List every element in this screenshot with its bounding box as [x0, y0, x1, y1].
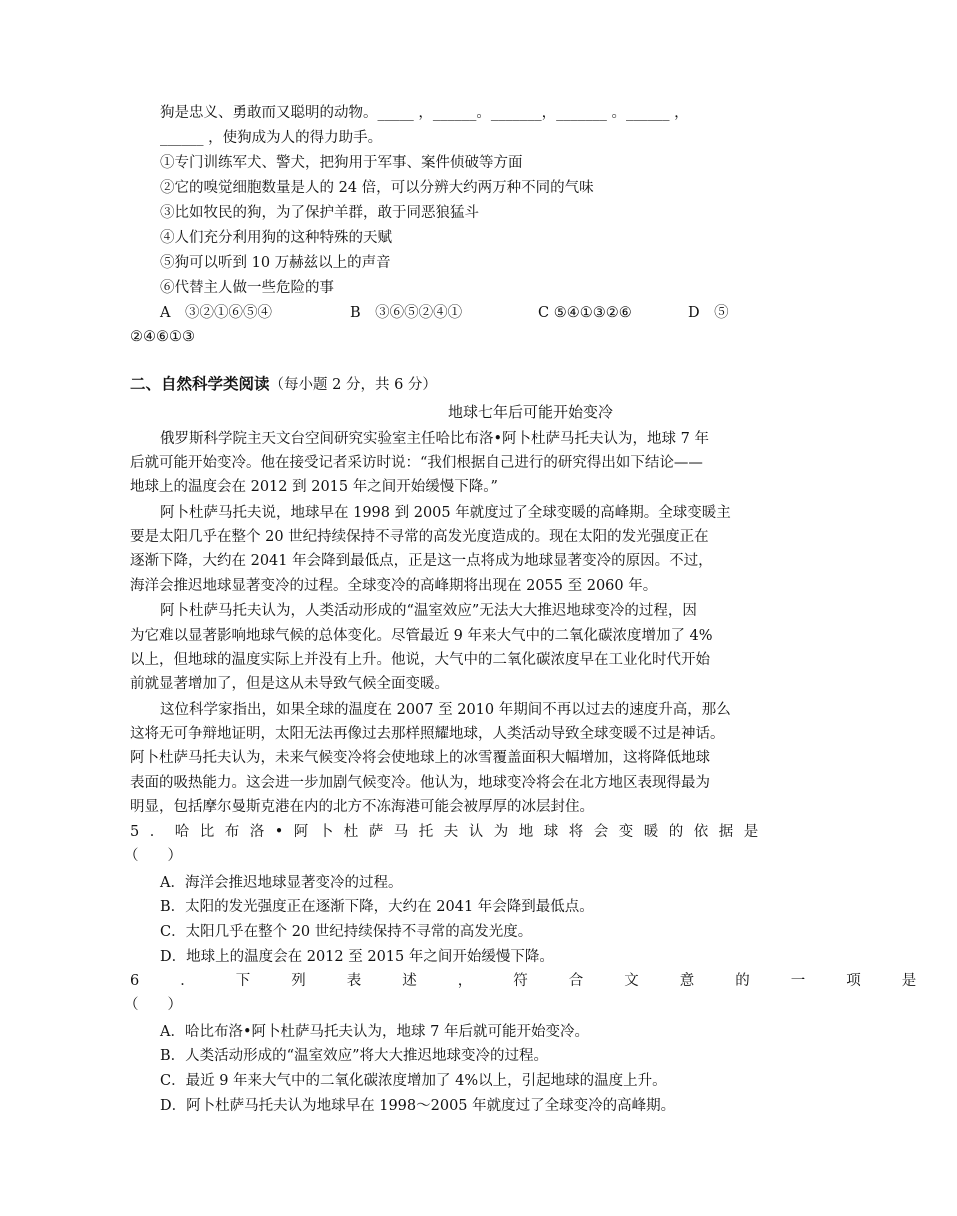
article-p4-line-4: 表面的吸热能力。这会进一步加剧气候变冷。他认为，地球变冷将会在北方地区表现得最为: [130, 775, 710, 791]
article-p4-line-3: 阿卜杜萨马托夫认为，未来气候变冷将会使地球上的冰雪覆盖面积大幅增加，这将降低地球: [130, 750, 710, 766]
q6-stem: 6．下列表述，符合文意的一项是: [130, 973, 957, 989]
q5-choice-d: D．地球上的温度会在 2012 至 2015 年之间开始缓慢下降。: [160, 949, 554, 965]
article-p4-line-5: 明显，包括摩尔曼斯克港在内的北方不冻海港可能会被厚厚的冰层封住。: [130, 799, 594, 815]
q4-option-a: A ③②①⑥⑤④: [160, 305, 272, 321]
article-p3-line-3: 以上，但地球的温度实际上并没有上升。他说，大气中的二氧化碳浓度早在工业化时代开始: [130, 652, 710, 668]
q4-sentence-5: ⑤狗可以听到 10 万赫兹以上的声音: [160, 255, 391, 271]
q4-option-d-continued: ②④⑥①③: [130, 329, 195, 345]
article-p4-line-1: 这位科学家指出，如果全球的温度在 2007 至 2010 年期间不再以过去的速度升高，那么: [160, 702, 731, 718]
article-p1-line-3: 地球上的温度会在 2012 到 2015 年之间开始缓慢下降。”: [130, 479, 498, 495]
section-heading-title: 二、自然科学类阅读: [130, 375, 270, 393]
q4-sentence-6: ⑥代替主人做一些危险的事: [160, 280, 334, 296]
q6-choice-a: A．哈比布洛•阿卜杜萨马托夫认为，地球 7 年后就可能开始变冷。: [160, 1024, 589, 1040]
article-p2-line-1: 阿卜杜萨马托夫说，地球早在 1998 到 2005 年就度过了全球变暖的高峰期。全球变暖主: [160, 505, 731, 521]
q5-stem: 5．哈比布洛•阿卜杜萨马托夫认为地球将会变暖的依据是: [130, 824, 769, 840]
article-p2-line-2: 要是太阳几乎在整个 20 世纪持续保持不寻常的高发光度造成的。现在太阳的发光强度正在: [130, 529, 709, 545]
q4-sentence-4: ④人们充分利用狗的这种特殊的天赋: [160, 230, 392, 246]
q6-paren: （ ）: [124, 997, 182, 1013]
article-p3-line-2: 为它难以显著影响地球气候的总体变化。尽管最近 9 年来大气中的二氧化碳浓度增加了 4%: [130, 628, 713, 644]
q6-choice-b: B．人类活动形成的“温室效应”将大大推迟地球变冷的过程。: [160, 1048, 548, 1064]
section-heading-note: （每小题 2 分，共 6 分）: [269, 377, 437, 393]
q4-option-b: B ③⑥⑤②④①: [350, 305, 463, 321]
q6-choice-c: C．最近 9 年来大气中的二氧化碳浓度增加了 4%以上，引起地球的温度上升。: [160, 1073, 667, 1089]
q5-choice-c: C．太阳几乎在整个 20 世纪持续保持不寻常的高发光度。: [160, 924, 533, 940]
q5-choice-b: B．太阳的发光强度正在逐渐下降，大约在 2041 年会降到最低点。: [160, 899, 594, 915]
article-p2-line-3: 逐渐下降，大约在 2041 年会降到最低点，正是这一点将成为地球显著变冷的原因。不过，: [130, 553, 713, 569]
article-p3-line-1: 阿卜杜萨马托夫认为，人类活动形成的“温室效应”无法大大推迟地球变冷的过程，因: [160, 603, 697, 619]
q4-sentence-3: ③比如牧民的狗，为了保护羊群，敢于同恶狼猛斗: [160, 205, 479, 221]
q4-option-d: D ⑤: [688, 305, 729, 321]
article-p4-line-2: 这将无可争辩地证明，太阳无法再像过去那样照耀地球，人类活动导致全球变暖不过是神话。: [130, 726, 725, 742]
article-p1-line-2: 后就可能开始变冷。他在接受记者采访时说：“我们根据自己进行的研究得出如下结论——: [130, 455, 703, 471]
q4-stem-line-2: ______ ，使狗成为人的得力助手。: [160, 130, 383, 146]
q4-sentence-2: ②它的嗅觉细胞数量是人的 24 倍，可以分辨大约两万种不同的气味: [160, 180, 594, 196]
article-p2-line-4: 海洋会推迟地球显著变冷的过程。全球变冷的高峰期将出现在 2055 至 2060 年。: [130, 578, 658, 594]
q4-option-c: C ⑤④①③②⑥: [538, 305, 632, 321]
article-p3-line-4: 前就显著增加了，但是这从未导致气候全面变暖。: [130, 676, 449, 692]
article-p1-line-1: 俄罗斯科学院主天文台空间研究实验室主任哈比布洛•阿卜杜萨马托夫认为，地球 7 年: [160, 431, 709, 447]
article-title: 地球七年后可能开始变冷: [448, 403, 614, 421]
q4-stem-line-1: 狗是忠义、勇敢而又聪明的动物。_____ ，______。_______，_______ 。______ ，: [160, 105, 689, 121]
q5-choice-a: A．海洋会推迟地球显著变冷的过程。: [160, 875, 403, 891]
q4-sentence-1: ①专门训练军犬、警犬，把狗用于军事、案件侦破等方面: [160, 155, 523, 171]
q5-paren: （ ）: [124, 848, 182, 864]
section-heading: [130, 377, 437, 393]
q6-choice-d: D．阿卜杜萨马托夫认为地球早在 1998～2005 年就度过了全球变冷的高峰期。: [160, 1098, 676, 1114]
